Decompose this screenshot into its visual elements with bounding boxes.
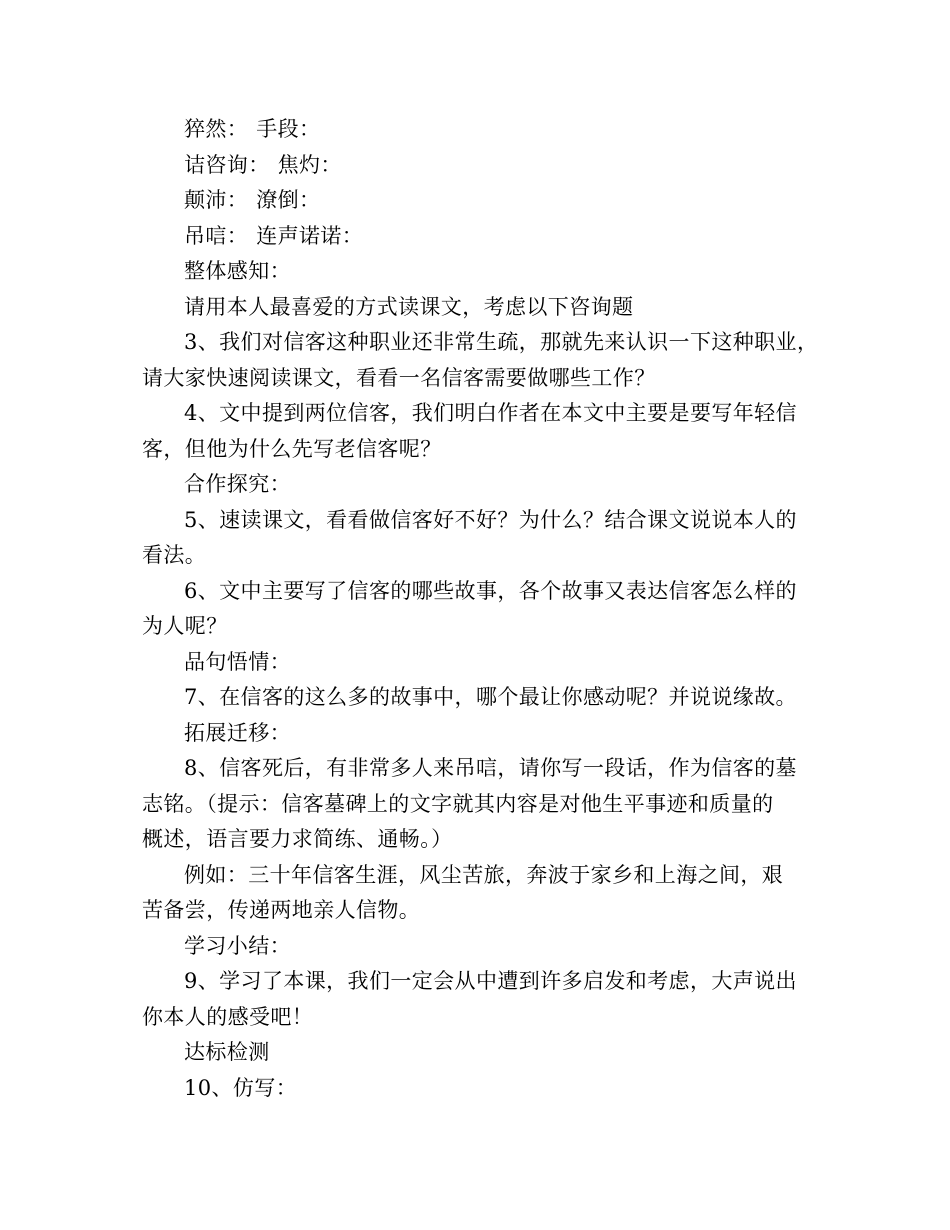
- question-line: 概述，语言要力求简练、通畅。）: [142, 827, 453, 851]
- section-heading: 品句悟情：: [184, 649, 291, 674]
- question-line: 为人呢？: [142, 614, 228, 638]
- vocab-term: 潦倒：: [256, 188, 321, 212]
- question-line: 4、文中提到两位信客，我们明白作者在本文中主要是要写年轻信: [184, 401, 797, 425]
- question-line: 3、我们对信客这种职业还非常生疏，那就先来认识一下这种职业，: [184, 330, 819, 354]
- paragraph-line: 请用本人最喜爱的方式读课文，考虑以下咨询题: [184, 294, 634, 319]
- vocab-row: [142, 219, 814, 255]
- question-line: 8、信客死后，有非常多人来吊唁，请你写一段话，作为信客的墓: [184, 756, 797, 780]
- question-line: 6、文中主要写了信客的哪些故事，各个故事又表达信客怎么样的: [184, 578, 797, 603]
- question-line: 志铭。（提示：信客墓碑上的文字就其内容是对他生平事迹和质量的: [142, 791, 774, 816]
- question-line: 看法。: [142, 543, 207, 567]
- question-line: 5、速读课文，看看做信客好不好？为什么？结合课文说说本人的: [184, 507, 797, 532]
- vocab-term: 颠沛：: [184, 188, 249, 212]
- example-line: 例如：三十年信客生涯，风尘苦旅，奔波于家乡和上海之间，艰: [184, 862, 784, 887]
- question-line: 10、仿写：: [184, 1075, 298, 1100]
- question-line: 7、在信客的这么多的故事中，哪个最让你感动呢？并说说缘故。: [184, 685, 797, 709]
- section-heading: 达标检测: [184, 1040, 270, 1064]
- vocab-row: [142, 148, 814, 184]
- vocab-term: 连声诺诺：: [256, 223, 364, 248]
- section-heading: 拓展迁移：: [184, 720, 291, 745]
- example-line: 苦备尝，传递两地亲人信物。: [142, 898, 421, 922]
- vocab-row: [142, 183, 814, 219]
- vocab-term: 手段：: [256, 117, 321, 141]
- section-heading: 合作探究：: [184, 472, 291, 496]
- vocab-term: 诘咨询：: [184, 152, 270, 177]
- question-line: 请大家快速阅读课文，看看一名信客需要做哪些工作？: [142, 365, 656, 390]
- question-line: 你本人的感受吧！: [142, 1004, 314, 1029]
- section-heading: 学习小结：: [184, 933, 291, 958]
- vocab-term: 猝然：: [184, 117, 249, 141]
- vocab-row: [142, 112, 814, 148]
- vocab-term: 吊唁：: [184, 223, 249, 248]
- section-heading: 整体感知：: [184, 259, 291, 283]
- question-line: 9、学习了本课，我们一定会从中遭到许多启发和考虑，大声说出: [184, 969, 797, 993]
- document-body: [142, 112, 819, 1106]
- question-line: 客，但他为什么先写老信客呢？: [142, 436, 442, 461]
- vocab-term: 焦灼：: [277, 152, 342, 177]
